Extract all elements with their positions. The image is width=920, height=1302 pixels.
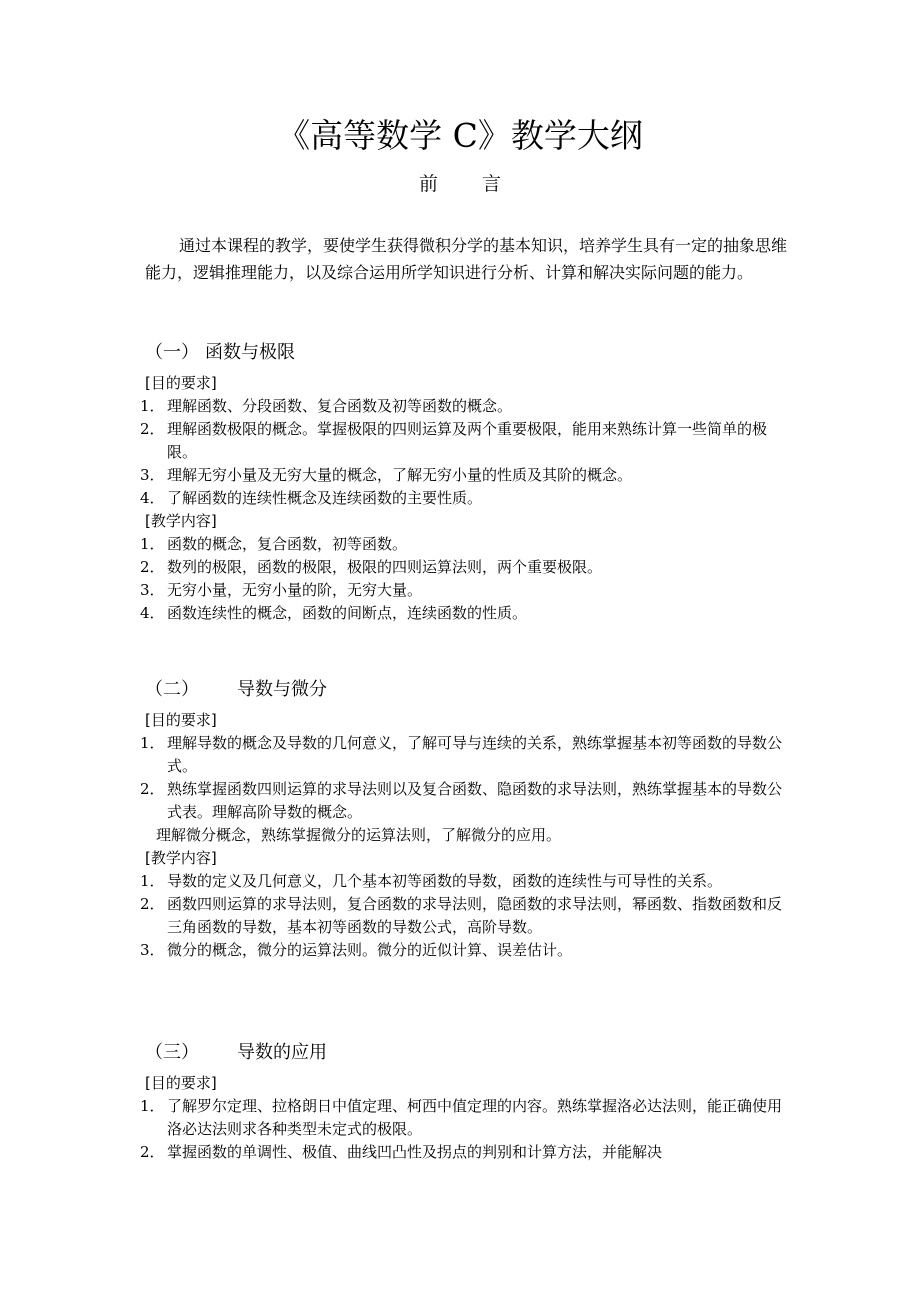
objectives-list <box>140 395 790 510</box>
section-number: （三） <box>145 1042 199 1063</box>
preface-heading: 前言 <box>418 173 545 195</box>
section-3 <box>140 1040 790 1164</box>
list-item: 1． 了解罗尔定理、拉格朗日中值定理、柯西中值定理的内容。熟练掌握洛必达法则，能正确使用洛必达法则求各种类型未定式的极限。 <box>140 1097 783 1138</box>
objectives-list <box>140 732 790 824</box>
list-item: 4． 函数连续性的概念，函数的间断点，连续函数的性质。 <box>140 604 528 622</box>
list-item: 3． 理解无穷小量及无穷大量的概念，了解无穷小量的性质及其阶的概念。 <box>140 466 633 484</box>
section-number: （一） <box>145 342 199 363</box>
section-2 <box>140 677 790 962</box>
list-item: 2． 掌握函数的单调性、极值、曲线凹凸性及拐点的判别和计算方法，并能解决 <box>140 1143 663 1161</box>
list-item: 2． 熟练掌握函数四则运算的求导法则以及复合函数、隐函数的求导法则，熟练掌握基本的导数公式表。理解高阶导数的概念。 <box>140 780 783 821</box>
preface-paragraph: 通过本课程的教学，要使学生获得微积分学的基本知识，培养学生具有一定的抽象思维能力，逻辑推理能力，以及综合运用所学知识进行分析、计算和解决实际问题的能力。 <box>145 236 788 282</box>
list-item: 2． 理解函数极限的概念。掌握极限的四则运算及两个重要极限，能用来熟练计算一些简单的极限。 <box>140 420 768 461</box>
section-heading <box>145 340 790 366</box>
list-item: 3． 微分的概念，微分的运算法则。微分的近似计算、误差估计。 <box>140 941 573 959</box>
objectives-label: [目的要求] <box>145 1074 217 1092</box>
section-title: 导数与微分 <box>237 679 327 700</box>
list-item: 1． 理解导数的概念及导数的几何意义，了解可导与连续的关系，熟练掌握基本初等函数的导数公式。 <box>140 734 783 775</box>
content-list <box>140 870 790 962</box>
document-title: 《高等数学 C》教学大纲 <box>277 116 643 155</box>
list-item: 1． 导数的定义及几何意义，几个基本初等函数的导数，函数的连续性与可导性的关系。 <box>140 872 723 890</box>
section-number: （二） <box>145 679 199 700</box>
list-item: 1． 函数的概念，复合函数，初等函数。 <box>140 535 408 553</box>
section-heading <box>145 677 790 703</box>
content-label: [教学内容] <box>145 849 217 867</box>
section-title: 导数的应用 <box>237 1042 327 1063</box>
list-item: 3． 无穷小量，无穷小量的阶，无穷大量。 <box>140 581 423 599</box>
section-title: 函数与极限 <box>205 342 295 363</box>
content-list <box>140 533 790 625</box>
objectives-list <box>140 1095 790 1164</box>
list-item: 2． 数列的极限，函数的极限，极限的四则运算法则，两个重要极限。 <box>140 558 603 576</box>
content-label: [教学内容] <box>145 512 217 530</box>
list-item: 2． 函数四则运算的求导法则，复合函数的求导法则，隐函数的求导法则，幂函数、指数函数和反三角函数的导数，基本初等函数的导数公式，高阶导数。 <box>140 895 783 936</box>
section-heading <box>145 1040 790 1066</box>
section-1 <box>140 340 790 625</box>
objectives-label: [目的要求] <box>145 374 217 392</box>
list-item: 1． 理解函数、分段函数、复合函数及初等函数的概念。 <box>140 397 513 415</box>
list-item: 4． 了解函数的连续性概念及连续函数的主要性质。 <box>140 489 483 507</box>
objectives-label: [目的要求] <box>145 711 217 729</box>
objectives-extra: 理解微分概念，熟练掌握微分的运算法则，了解微分的应用。 <box>156 826 562 844</box>
